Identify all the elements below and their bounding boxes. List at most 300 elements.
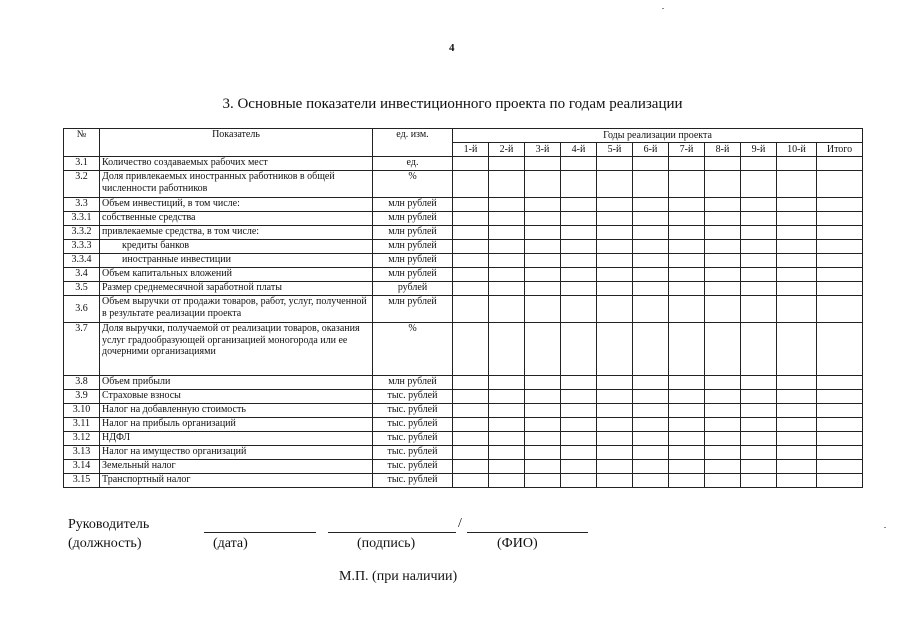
year-value-cell[interactable]	[561, 474, 597, 488]
row-number: 3.3.3	[64, 240, 100, 254]
row-number: 3.11	[64, 418, 100, 432]
year-header-cell: 9-й	[741, 143, 777, 157]
page-number: 4	[449, 42, 455, 54]
year-value-cell[interactable]	[489, 376, 525, 390]
table-row	[64, 323, 863, 376]
year-value-cell[interactable]	[489, 226, 525, 240]
row-indicator: Страховые взносы	[100, 390, 373, 404]
year-value-cell[interactable]	[597, 226, 633, 240]
year-value-cell[interactable]	[597, 376, 633, 390]
year-value-cell[interactable]	[669, 418, 705, 432]
year-value-cell[interactable]	[525, 268, 561, 282]
year-value-cell[interactable]	[561, 226, 597, 240]
year-value-cell[interactable]	[453, 296, 489, 323]
year-value-cell[interactable]	[561, 323, 597, 376]
year-value-cell[interactable]	[489, 446, 525, 460]
year-header-cell: 6-й	[633, 143, 669, 157]
row-unit: млн рублей	[373, 296, 453, 323]
year-value-cell[interactable]	[633, 198, 669, 212]
year-value-cell[interactable]	[669, 446, 705, 460]
year-value-cell[interactable]	[817, 404, 863, 418]
year-value-cell[interactable]	[453, 390, 489, 404]
year-header-cell: Итого	[817, 143, 863, 157]
row-indicator: Транспортный налог	[100, 474, 373, 488]
year-value-cell[interactable]	[669, 198, 705, 212]
year-value-cell[interactable]	[453, 282, 489, 296]
year-value-cell[interactable]	[525, 418, 561, 432]
year-value-cell[interactable]	[817, 323, 863, 376]
year-value-cell[interactable]	[741, 254, 777, 268]
year-value-cell[interactable]	[741, 226, 777, 240]
year-value-cell[interactable]	[741, 282, 777, 296]
year-value-cell[interactable]	[561, 268, 597, 282]
year-header-cell: 10-й	[777, 143, 817, 157]
year-value-cell[interactable]	[453, 432, 489, 446]
row-number: 3.15	[64, 474, 100, 488]
year-value-cell[interactable]	[489, 240, 525, 254]
year-value-cell[interactable]	[817, 446, 863, 460]
year-value-cell[interactable]	[597, 171, 633, 198]
year-value-cell[interactable]	[525, 226, 561, 240]
year-value-cell[interactable]	[705, 296, 741, 323]
year-value-cell[interactable]	[633, 254, 669, 268]
year-value-cell[interactable]	[633, 240, 669, 254]
table-row	[64, 171, 863, 198]
year-value-cell[interactable]	[817, 240, 863, 254]
year-value-cell[interactable]	[741, 268, 777, 282]
year-value-cell[interactable]	[525, 432, 561, 446]
year-value-cell[interactable]	[633, 404, 669, 418]
year-value-cell[interactable]	[669, 474, 705, 488]
year-value-cell[interactable]	[633, 376, 669, 390]
row-number: 3.12	[64, 432, 100, 446]
year-value-cell[interactable]	[705, 390, 741, 404]
year-value-cell[interactable]	[777, 268, 817, 282]
row-indicator: привлекаемые средства, в том числе:	[100, 226, 373, 240]
row-number: 3.10	[64, 404, 100, 418]
row-number: 3.5	[64, 282, 100, 296]
year-value-cell[interactable]	[817, 157, 863, 171]
row-indicator: Доля выручки, получаемой от реализации товаров, оказания услуг градообразующей организацией моногорода или ее дочерними организациями	[100, 323, 373, 376]
year-value-cell[interactable]	[597, 212, 633, 226]
year-value-cell[interactable]	[777, 446, 817, 460]
year-value-cell[interactable]	[777, 198, 817, 212]
year-value-cell[interactable]	[489, 212, 525, 226]
year-value-cell[interactable]	[597, 282, 633, 296]
year-value-cell[interactable]	[669, 296, 705, 323]
year-value-cell[interactable]	[561, 198, 597, 212]
year-value-cell[interactable]	[453, 474, 489, 488]
year-value-cell[interactable]	[669, 157, 705, 171]
year-value-cell[interactable]	[561, 254, 597, 268]
row-number: 3.6	[64, 296, 100, 323]
year-value-cell[interactable]	[453, 198, 489, 212]
year-value-cell[interactable]	[741, 460, 777, 474]
year-value-cell[interactable]	[561, 212, 597, 226]
year-value-cell[interactable]	[705, 432, 741, 446]
year-value-cell[interactable]	[669, 376, 705, 390]
year-value-cell[interactable]	[561, 171, 597, 198]
row-unit: тыс. рублей	[373, 432, 453, 446]
header-unit: ед. изм.	[373, 129, 453, 157]
year-value-cell[interactable]	[525, 157, 561, 171]
year-value-cell[interactable]	[489, 460, 525, 474]
year-value-cell[interactable]	[741, 323, 777, 376]
year-value-cell[interactable]	[817, 254, 863, 268]
year-value-cell[interactable]	[669, 460, 705, 474]
year-value-cell[interactable]	[453, 171, 489, 198]
year-value-cell[interactable]	[817, 268, 863, 282]
year-value-cell[interactable]	[705, 460, 741, 474]
year-value-cell[interactable]	[741, 390, 777, 404]
year-value-cell[interactable]	[777, 418, 817, 432]
table-row	[64, 198, 863, 212]
year-value-cell[interactable]	[525, 323, 561, 376]
year-value-cell[interactable]	[489, 268, 525, 282]
year-value-cell[interactable]	[453, 323, 489, 376]
year-value-cell[interactable]	[669, 390, 705, 404]
year-value-cell[interactable]	[597, 254, 633, 268]
header-indicator: Показатель	[100, 129, 373, 157]
year-value-cell[interactable]	[705, 268, 741, 282]
table-row	[64, 296, 863, 323]
year-value-cell[interactable]	[525, 198, 561, 212]
year-value-cell[interactable]	[561, 296, 597, 323]
year-value-cell[interactable]	[741, 240, 777, 254]
row-unit: рублей	[373, 282, 453, 296]
year-value-cell[interactable]	[453, 404, 489, 418]
year-value-cell[interactable]	[597, 432, 633, 446]
year-value-cell[interactable]	[633, 323, 669, 376]
year-value-cell[interactable]	[741, 157, 777, 171]
year-header-cell: 4-й	[561, 143, 597, 157]
year-value-cell[interactable]	[817, 171, 863, 198]
signature-name-caption: (ФИО)	[497, 536, 538, 551]
scan-dot	[884, 527, 886, 528]
year-value-cell[interactable]	[741, 198, 777, 212]
row-unit: тыс. рублей	[373, 404, 453, 418]
table-row	[64, 390, 863, 404]
year-value-cell[interactable]	[777, 390, 817, 404]
year-value-cell[interactable]	[817, 432, 863, 446]
row-number: 3.3.1	[64, 212, 100, 226]
year-value-cell[interactable]	[741, 404, 777, 418]
year-value-cell[interactable]	[633, 157, 669, 171]
year-value-cell[interactable]	[525, 296, 561, 323]
name-line	[467, 532, 588, 533]
year-value-cell[interactable]	[453, 376, 489, 390]
row-unit: млн рублей	[373, 268, 453, 282]
year-value-cell[interactable]	[777, 282, 817, 296]
year-value-cell[interactable]	[705, 240, 741, 254]
year-value-cell[interactable]	[817, 296, 863, 323]
year-value-cell[interactable]	[453, 157, 489, 171]
year-value-cell[interactable]	[525, 282, 561, 296]
year-value-cell[interactable]	[525, 376, 561, 390]
year-value-cell[interactable]	[669, 432, 705, 446]
year-value-cell[interactable]	[561, 157, 597, 171]
year-value-cell[interactable]	[669, 254, 705, 268]
year-value-cell[interactable]	[525, 460, 561, 474]
year-value-cell[interactable]	[705, 282, 741, 296]
year-value-cell[interactable]	[705, 404, 741, 418]
year-value-cell[interactable]	[741, 474, 777, 488]
year-header-cell: 7-й	[669, 143, 705, 157]
row-number: 3.7	[64, 323, 100, 376]
year-value-cell[interactable]	[597, 460, 633, 474]
row-unit: тыс. рублей	[373, 460, 453, 474]
year-value-cell[interactable]	[525, 404, 561, 418]
year-value-cell[interactable]	[453, 212, 489, 226]
year-value-cell[interactable]	[741, 171, 777, 198]
year-value-cell[interactable]	[741, 296, 777, 323]
year-value-cell[interactable]	[817, 282, 863, 296]
year-value-cell[interactable]	[597, 446, 633, 460]
year-value-cell[interactable]	[489, 432, 525, 446]
year-value-cell[interactable]	[705, 446, 741, 460]
row-unit: ед.	[373, 157, 453, 171]
year-value-cell[interactable]	[489, 323, 525, 376]
table-row	[64, 282, 863, 296]
year-value-cell[interactable]	[489, 254, 525, 268]
year-value-cell[interactable]	[741, 446, 777, 460]
year-value-cell[interactable]	[777, 296, 817, 323]
row-unit: млн рублей	[373, 212, 453, 226]
row-unit: тыс. рублей	[373, 474, 453, 488]
year-value-cell[interactable]	[817, 212, 863, 226]
year-value-cell[interactable]	[633, 212, 669, 226]
year-value-cell[interactable]	[705, 226, 741, 240]
year-value-cell[interactable]	[777, 212, 817, 226]
row-indicator: Размер среднемесячной заработной платы	[100, 282, 373, 296]
year-value-cell[interactable]	[453, 226, 489, 240]
row-number: 3.2	[64, 171, 100, 198]
year-value-cell[interactable]	[489, 157, 525, 171]
year-value-cell[interactable]	[597, 296, 633, 323]
year-value-cell[interactable]	[633, 390, 669, 404]
signature-position-caption: (должность)	[68, 536, 142, 551]
year-value-cell[interactable]	[525, 254, 561, 268]
row-indicator: кредиты банков	[100, 240, 373, 254]
row-unit: тыс. рублей	[373, 418, 453, 432]
year-value-cell[interactable]	[633, 474, 669, 488]
row-number: 3.3	[64, 198, 100, 212]
year-value-cell[interactable]	[597, 474, 633, 488]
table-row	[64, 240, 863, 254]
year-value-cell[interactable]	[633, 446, 669, 460]
year-value-cell[interactable]	[669, 240, 705, 254]
year-value-cell[interactable]	[561, 376, 597, 390]
section-title: 3. Основные показатели инвестиционного проекта по годам реализации	[222, 96, 683, 112]
year-value-cell[interactable]	[561, 390, 597, 404]
year-value-cell[interactable]	[597, 157, 633, 171]
year-value-cell[interactable]	[489, 390, 525, 404]
year-value-cell[interactable]	[777, 226, 817, 240]
year-value-cell[interactable]	[817, 390, 863, 404]
row-number: 3.3.2	[64, 226, 100, 240]
year-value-cell[interactable]	[669, 268, 705, 282]
year-value-cell[interactable]	[741, 432, 777, 446]
year-value-cell[interactable]	[817, 418, 863, 432]
year-value-cell[interactable]	[489, 474, 525, 488]
table-row	[64, 446, 863, 460]
year-header-cell: 5-й	[597, 143, 633, 157]
signature-sign-caption: (подпись)	[357, 536, 416, 551]
year-value-cell[interactable]	[525, 171, 561, 198]
year-value-cell[interactable]	[489, 418, 525, 432]
year-value-cell[interactable]	[705, 171, 741, 198]
year-value-cell[interactable]	[525, 446, 561, 460]
year-value-cell[interactable]	[597, 323, 633, 376]
year-value-cell[interactable]	[597, 404, 633, 418]
year-value-cell[interactable]	[633, 418, 669, 432]
table-row	[64, 432, 863, 446]
year-value-cell[interactable]	[633, 171, 669, 198]
year-value-cell[interactable]	[525, 212, 561, 226]
year-value-cell[interactable]	[561, 460, 597, 474]
year-value-cell[interactable]	[777, 323, 817, 376]
year-value-cell[interactable]	[633, 282, 669, 296]
row-unit: млн рублей	[373, 240, 453, 254]
year-value-cell[interactable]	[489, 404, 525, 418]
row-indicator: Налог на прибыль организаций	[100, 418, 373, 432]
year-value-cell[interactable]	[633, 268, 669, 282]
row-indicator: Налог на имущество организаций	[100, 446, 373, 460]
year-value-cell[interactable]	[777, 171, 817, 198]
year-value-cell[interactable]	[597, 240, 633, 254]
year-value-cell[interactable]	[561, 240, 597, 254]
year-value-cell[interactable]	[817, 226, 863, 240]
year-value-cell[interactable]	[817, 460, 863, 474]
row-indicator: Доля привлекаемых иностранных работников в общей численности работников	[100, 171, 373, 198]
year-value-cell[interactable]	[561, 432, 597, 446]
signature-slash: /	[458, 516, 462, 531]
year-value-cell[interactable]	[597, 198, 633, 212]
year-header-cell: 2-й	[489, 143, 525, 157]
year-value-cell[interactable]	[669, 226, 705, 240]
row-number: 3.9	[64, 390, 100, 404]
year-value-cell[interactable]	[525, 474, 561, 488]
year-value-cell[interactable]	[705, 198, 741, 212]
indicators-table	[63, 128, 863, 488]
row-unit: тыс. рублей	[373, 446, 453, 460]
row-indicator: Количество создаваемых рабочих мест	[100, 157, 373, 171]
year-value-cell[interactable]	[489, 171, 525, 198]
year-value-cell[interactable]	[453, 268, 489, 282]
year-value-cell[interactable]	[453, 254, 489, 268]
row-unit: млн рублей	[373, 198, 453, 212]
year-value-cell[interactable]	[453, 240, 489, 254]
year-value-cell[interactable]	[705, 157, 741, 171]
year-value-cell[interactable]	[777, 157, 817, 171]
header-num: №	[64, 129, 100, 157]
year-header-cell: 1-й	[453, 143, 489, 157]
scan-dot	[662, 8, 664, 9]
year-value-cell[interactable]	[817, 376, 863, 390]
table-row	[64, 474, 863, 488]
year-value-cell[interactable]	[777, 376, 817, 390]
table-row	[64, 268, 863, 282]
row-indicator: Объем инвестиций, в том числе:	[100, 198, 373, 212]
row-unit: %	[373, 171, 453, 198]
year-value-cell[interactable]	[453, 446, 489, 460]
year-value-cell[interactable]	[669, 404, 705, 418]
year-value-cell[interactable]	[561, 404, 597, 418]
table-row	[64, 376, 863, 390]
row-unit: тыс. рублей	[373, 390, 453, 404]
year-value-cell[interactable]	[705, 376, 741, 390]
year-value-cell[interactable]	[741, 376, 777, 390]
row-indicator: Налог на добавленную стоимость	[100, 404, 373, 418]
year-value-cell[interactable]	[525, 390, 561, 404]
year-value-cell[interactable]	[561, 418, 597, 432]
year-value-cell[interactable]	[705, 323, 741, 376]
stamp-label: М.П. (при наличии)	[339, 569, 458, 584]
year-value-cell[interactable]	[561, 446, 597, 460]
row-indicator: Земельный налог	[100, 460, 373, 474]
year-value-cell[interactable]	[705, 254, 741, 268]
year-value-cell[interactable]	[489, 198, 525, 212]
row-number: 3.3.4	[64, 254, 100, 268]
year-value-cell[interactable]	[597, 390, 633, 404]
year-value-cell[interactable]	[705, 418, 741, 432]
year-value-cell[interactable]	[777, 404, 817, 418]
table-row	[64, 404, 863, 418]
year-value-cell[interactable]	[777, 432, 817, 446]
year-value-cell[interactable]	[669, 323, 705, 376]
year-value-cell[interactable]	[741, 212, 777, 226]
year-value-cell[interactable]	[817, 474, 863, 488]
year-value-cell[interactable]	[525, 240, 561, 254]
year-value-cell[interactable]	[741, 418, 777, 432]
year-value-cell[interactable]	[669, 212, 705, 226]
year-value-cell[interactable]	[453, 460, 489, 474]
sign-line	[328, 532, 456, 533]
row-indicator: собственные средства	[100, 212, 373, 226]
year-value-cell[interactable]	[561, 282, 597, 296]
year-value-cell[interactable]	[669, 282, 705, 296]
year-value-cell[interactable]	[489, 282, 525, 296]
year-value-cell[interactable]	[817, 198, 863, 212]
table-row	[64, 212, 863, 226]
year-value-cell[interactable]	[669, 171, 705, 198]
year-value-cell[interactable]	[633, 226, 669, 240]
year-value-cell[interactable]	[597, 418, 633, 432]
signature-role-label: Руководитель	[68, 517, 150, 532]
row-unit: млн рублей	[373, 226, 453, 240]
year-value-cell[interactable]	[705, 212, 741, 226]
year-value-cell[interactable]	[633, 460, 669, 474]
row-unit: млн рублей	[373, 376, 453, 390]
row-indicator: НДФЛ	[100, 432, 373, 446]
year-value-cell[interactable]	[705, 474, 741, 488]
table-row	[64, 254, 863, 268]
year-value-cell[interactable]	[489, 296, 525, 323]
row-unit: %	[373, 323, 453, 376]
year-value-cell[interactable]	[597, 268, 633, 282]
year-value-cell[interactable]	[633, 432, 669, 446]
header-years-group: Годы реализации проекта	[453, 129, 863, 143]
row-number: 3.14	[64, 460, 100, 474]
year-value-cell[interactable]	[453, 418, 489, 432]
table-row	[64, 226, 863, 240]
year-header-cell: 3-й	[525, 143, 561, 157]
year-value-cell[interactable]	[777, 240, 817, 254]
year-value-cell[interactable]	[777, 474, 817, 488]
year-value-cell[interactable]	[777, 460, 817, 474]
year-value-cell[interactable]	[633, 296, 669, 323]
year-value-cell[interactable]	[777, 254, 817, 268]
